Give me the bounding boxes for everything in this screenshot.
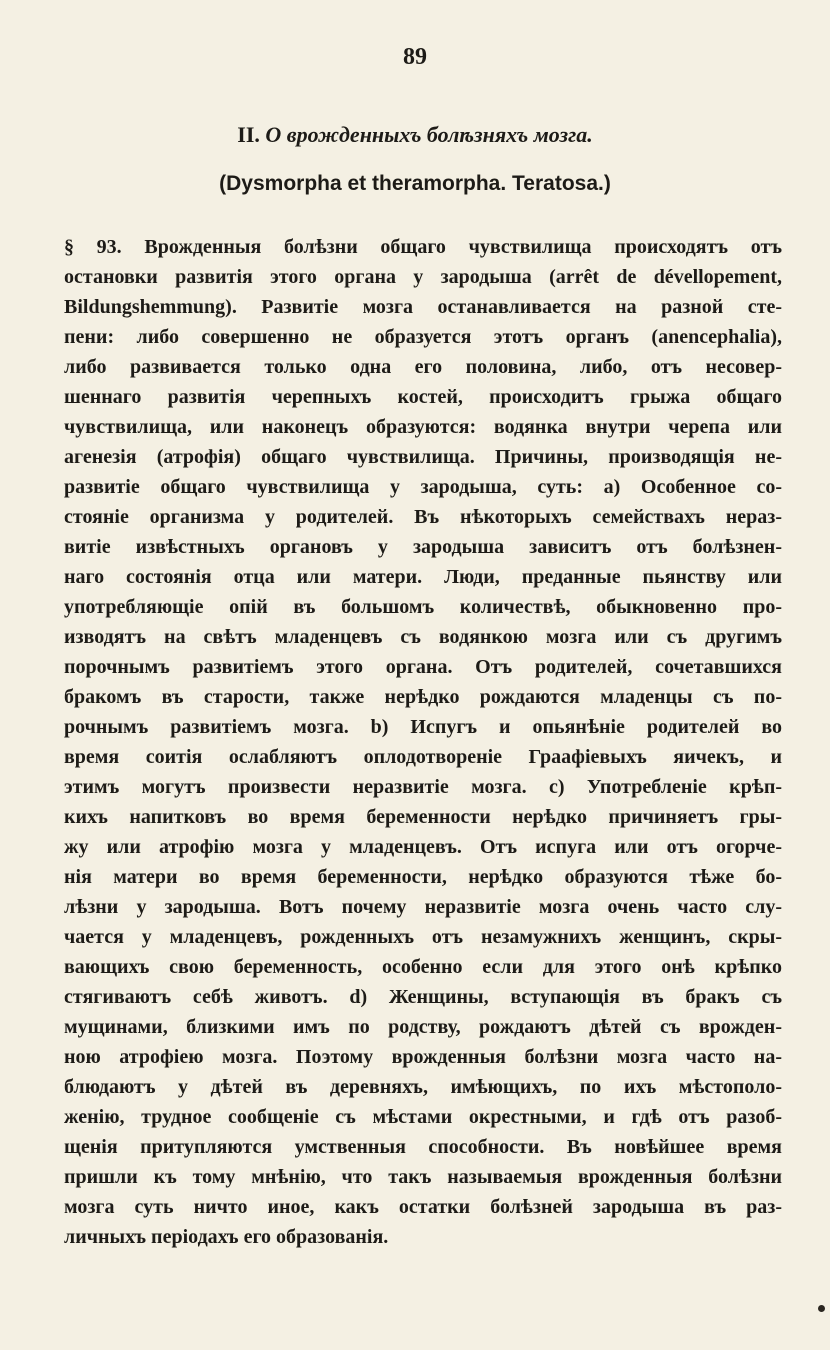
text-line: щенія притупляются умственныя способности. Въ новѣйшее время xyxy=(64,1136,782,1158)
text-line: шеннаго развитія черепныхъ костей, происходитъ грыжа общаго xyxy=(64,386,782,408)
text-line: женію, трудное сообщеніе съ мѣстами окрестными, и гдѣ отъ разоб- xyxy=(64,1106,782,1128)
text-line: мозга суть ничто иное, какъ остатки болѣзней зародыша въ раз- xyxy=(64,1196,782,1218)
text-line: пришли къ тому мнѣнію, что такъ называемыя врожденныя болѣзни xyxy=(64,1166,782,1188)
text-line: блюдаютъ у дѣтей въ деревняхъ, имѣющихъ, по ихъ мѣстополо- xyxy=(64,1076,782,1098)
text-line: пени: либо совершенно не образуется этотъ органъ (anencephalia), xyxy=(64,326,782,348)
text-line: чувствилища, или наконецъ образуются: водянка внутри черепа или xyxy=(64,416,782,438)
text-line: стягиваютъ себѣ животъ. d) Женщины, вступающія въ бракъ съ xyxy=(64,986,782,1008)
text-line: время соитія ослабляютъ оплодотвореніе Граафіевыхъ яичекъ, и xyxy=(64,746,782,768)
text-line: агенезія (атрофія) общаго чувствилища. Причины, производящія не- xyxy=(64,446,782,468)
text-line: жу или атрофію мозга у младенцевъ. Отъ испуга или отъ огорче- xyxy=(64,836,782,858)
text-line: порочнымъ развитіемъ этого органа. Отъ родителей, сочетавшихся xyxy=(64,656,782,678)
text-line: развитіе общаго чувствилища у зародыша, суть: а) Особенное со- xyxy=(64,476,782,498)
latin-subtitle: (Dysmorpha et theramorpha. Teratosa.) xyxy=(219,172,611,195)
text-line: § 93. Врожденныя болѣзни общаго чувствилища происходятъ отъ xyxy=(64,236,782,258)
text-line: лѣзни у зародыша. Вотъ почему неразвитіе мозга очень часто слу- xyxy=(64,896,782,918)
text-line: либо развивается только одна его половина, либо, отъ несовер- xyxy=(64,356,782,378)
section-title-text: О врожденныхъ болѣзняхъ мозга. xyxy=(265,122,593,147)
text-line: личныхъ періодахъ его образованія. xyxy=(64,1226,389,1248)
text-line: изводятъ на свѣтъ младенцевъ съ водянкою мозга или съ другимъ xyxy=(64,626,782,648)
ink-dot xyxy=(818,1305,825,1312)
text-line: витіе извѣстныхъ органовъ у зародыша зависитъ отъ болѣзнен- xyxy=(64,536,782,558)
text-line: вающихъ свою беременность, особенно если для этого онѣ крѣпко xyxy=(64,956,782,978)
text-line: рочнымъ развитіемъ мозга. b) Испугъ и опьянѣніе родителей во xyxy=(64,716,782,738)
text-line: ною атрофіею мозга. Поэтому врожденныя болѣзни мозга часто на- xyxy=(64,1046,782,1068)
page-number: 89 xyxy=(403,44,427,70)
text-line: наго состоянія отца или матери. Люди, преданные пьянству или xyxy=(64,566,782,588)
text-line: бракомъ въ старости, также нерѣдко рождаются младенцы съ по- xyxy=(64,686,782,708)
text-line: Bildungshemmung). Развитіе мозга останавливается на разной сте- xyxy=(64,296,782,318)
text-line: кихъ напитковъ во время беременности нерѣдко причиняетъ гры- xyxy=(64,806,782,828)
text-line: мущинами, близкими имъ по родству, рождаютъ дѣтей съ врожден- xyxy=(64,1016,782,1038)
paragraph-93 xyxy=(64,232,782,1252)
text-line: чается у младенцевъ, рожденныхъ отъ незамужнихъ женщинъ, скры- xyxy=(64,926,782,948)
section-number: II. xyxy=(237,122,260,147)
section-title xyxy=(0,122,830,148)
text-line: употребляющіе опій въ большомъ количествѣ, обыкновенно про- xyxy=(64,596,782,618)
text-line: нія матери во время беременности, нерѣдко образуются тѣже бо- xyxy=(64,866,782,888)
text-line: этимъ могутъ произвести неразвитіе мозга. с) Употребленіе крѣп- xyxy=(64,776,782,798)
text-line: стояніе организма у родителей. Въ нѣкоторыхъ семействахъ нераз- xyxy=(64,506,782,528)
text-line: остановки развитія этого органа у зародыша (arrêt de dévellopement, xyxy=(64,266,782,288)
